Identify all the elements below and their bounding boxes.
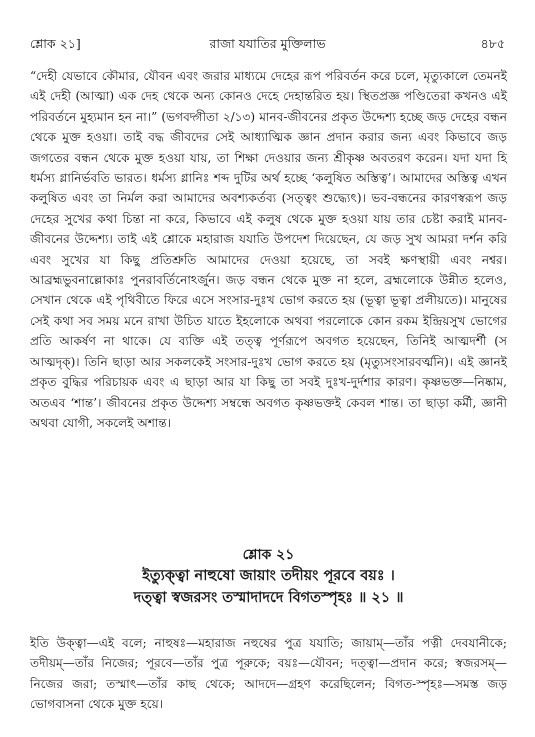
verse-line-2: দত্ত্বা স্বজরসং তস্মাদাদদে বিগতস্পৃহঃ ॥ ২১ ॥	[133, 589, 404, 606]
synonyms-section	[30, 633, 507, 715]
verse-block	[30, 545, 507, 609]
purport-text	[30, 66, 507, 433]
header-chapter-title: রাজা যযাতির মুক্তিলাভ	[209, 36, 326, 51]
verse-title: শ্লোক ২১	[242, 547, 295, 563]
purport-paragraph: “দেহী যেভাবে কৌমার, যৌবন এবং জরার মাধ্যমে দেহের রূপ পরিবর্তন করে চলে, মৃত্যুকালে তেমনই এই দেহী (আত্মা) এক দেহ থেকে অন্য কোনও দেহে দেহান্তরিত হয়। স্থিতপ্রজ্ঞ পণ্ডিতেরা কখনও এই পরিবর্তনে মুহ্যমান হন না।” (ভগবদ্গীতা ২/১৩) মানব-জীবনের প্রকৃত উদ্দেশ্য হচ্ছে জড় দেহের বন্ধন থেকে মুক্ত হওয়া। তাই বদ্ধ জীবদের সেই আধ্যাত্মিক জ্ঞান প্রদান করার জন্য এবং কিভাবে জড় জগতের বন্ধন থেকে মুক্ত হওয়া যায়, তা শিক্ষা দেওয়ার জন্য শ্রীকৃষ্ণ অবতরণ করেন। যদা যদা হি ধর্মস্য গ্লানির্ভবতি ভারত। ধর্মস্য গ্লানিঃ শব্দ দুটির অর্থ হচ্ছে ‘কলুষিত অস্তিত্ব’। আমাদের অস্তিত্ব এখন কলুষিত এবং তা নির্মল করা আমাদের অবশ্যকর্তব্য (সত্ত্বং শুদ্ধ্যেৎ)। ভব-বন্ধনের কারণস্বরূপ জড় দেহের সুখের কথা চিন্তা না করে, কিভাবে এই কলুষ থেকে মুক্ত হওয়া যায় তার চেষ্টা করাই মানব-জীবনের উদ্দেশ্য। তাই এই শ্লোকে মহারাজ যযাতি উপদেশ দিয়েছেন, যে জড় সুখ আমরা দর্শন করি এবং সুখের যা কিছু প্রতিশ্রুতি আমাদের দেওয়া হয়েছে, তা সবই ক্ষণস্থায়ী এবং নশ্বর। আব্রহ্মভুবনাল্লোকাঃ পুনরাবর্তিনোঽর্জুন। জড় বন্ধন থেকে মুক্ত না হলে, ব্রহ্মলোকে উন্নীত হলেও, সেখান থেকে এই পৃথিবীতে ফিরে এসে সংসার-দুঃখ ভোগ করতে হয় (ভূত্বা ভূত্বা প্রলীয়তে)। মানুষের সেই কথা সব সময় মনে রাখা উচিত যাতে ইহলোকে অথবা পরলোকে কোন রকম ইন্দ্রিয়সুখ ভোগের প্রতি আকর্ষণ না থাকে। যে ব্যক্তি এই তত্ত্ব পূর্ণরূপে অবগত হয়েছেন, তিনিই আত্মদর্শী (স আত্মদৃক্)। তিনি ছাড়া আর সকলকেই সংসার-দুঃখ ভোগ করতে হয় (মৃত্যুসংসারবর্ত্মনি)। এই জ্ঞানই প্রকৃত বুদ্ধির পরিচায়ক এবং এ ছাড়া আর যা কিছু তা সবই দুঃখ-দুর্দশার কারণ। কৃষ্ণভক্ত—নিষ্কাম, অতএব ‘শান্ত’। জীবনের প্রকৃত উদ্দেশ্য সম্বন্ধে অবগত কৃষ্ণভক্তই কেবল শান্ত। তা ছাড়া কর্মী, জ্ঞানী অথবা যোগী, সকলেই অশান্ত।	[30, 69, 507, 430]
page-header	[30, 36, 505, 54]
header-verse-ref: শ্লোক ২১]	[30, 36, 81, 51]
verse-line-1: ইত্যুক্ত্বা নাহুষো জায়াং তদীয়ং পূরবে বয়ঃ ।	[142, 567, 395, 584]
synonyms-text: ইতি উক্ত্বা—এই বলে; নাহুষঃ—মহারাজ নহুষের পুত্র যযাতি; জায়াম্—তাঁর পত্নী দেবযানীকে; তদীয়ম্—তাঁর নিজের; পূরবে—তাঁর পুত্র পূরুকে; বয়ঃ—যৌবন; দত্ত্বা—প্রদান করে; স্বজরসম্—নিজের জরা; তস্মাৎ—তাঁর কাছ থেকে; আদদে—গ্রহণ করেছিলেন; বিগত-স্পৃহঃ—সমস্ত জড় ভোগবাসনা থেকে মুক্ত হয়ে।	[30, 636, 507, 712]
header-page-number: ৪৮৫	[480, 36, 505, 51]
